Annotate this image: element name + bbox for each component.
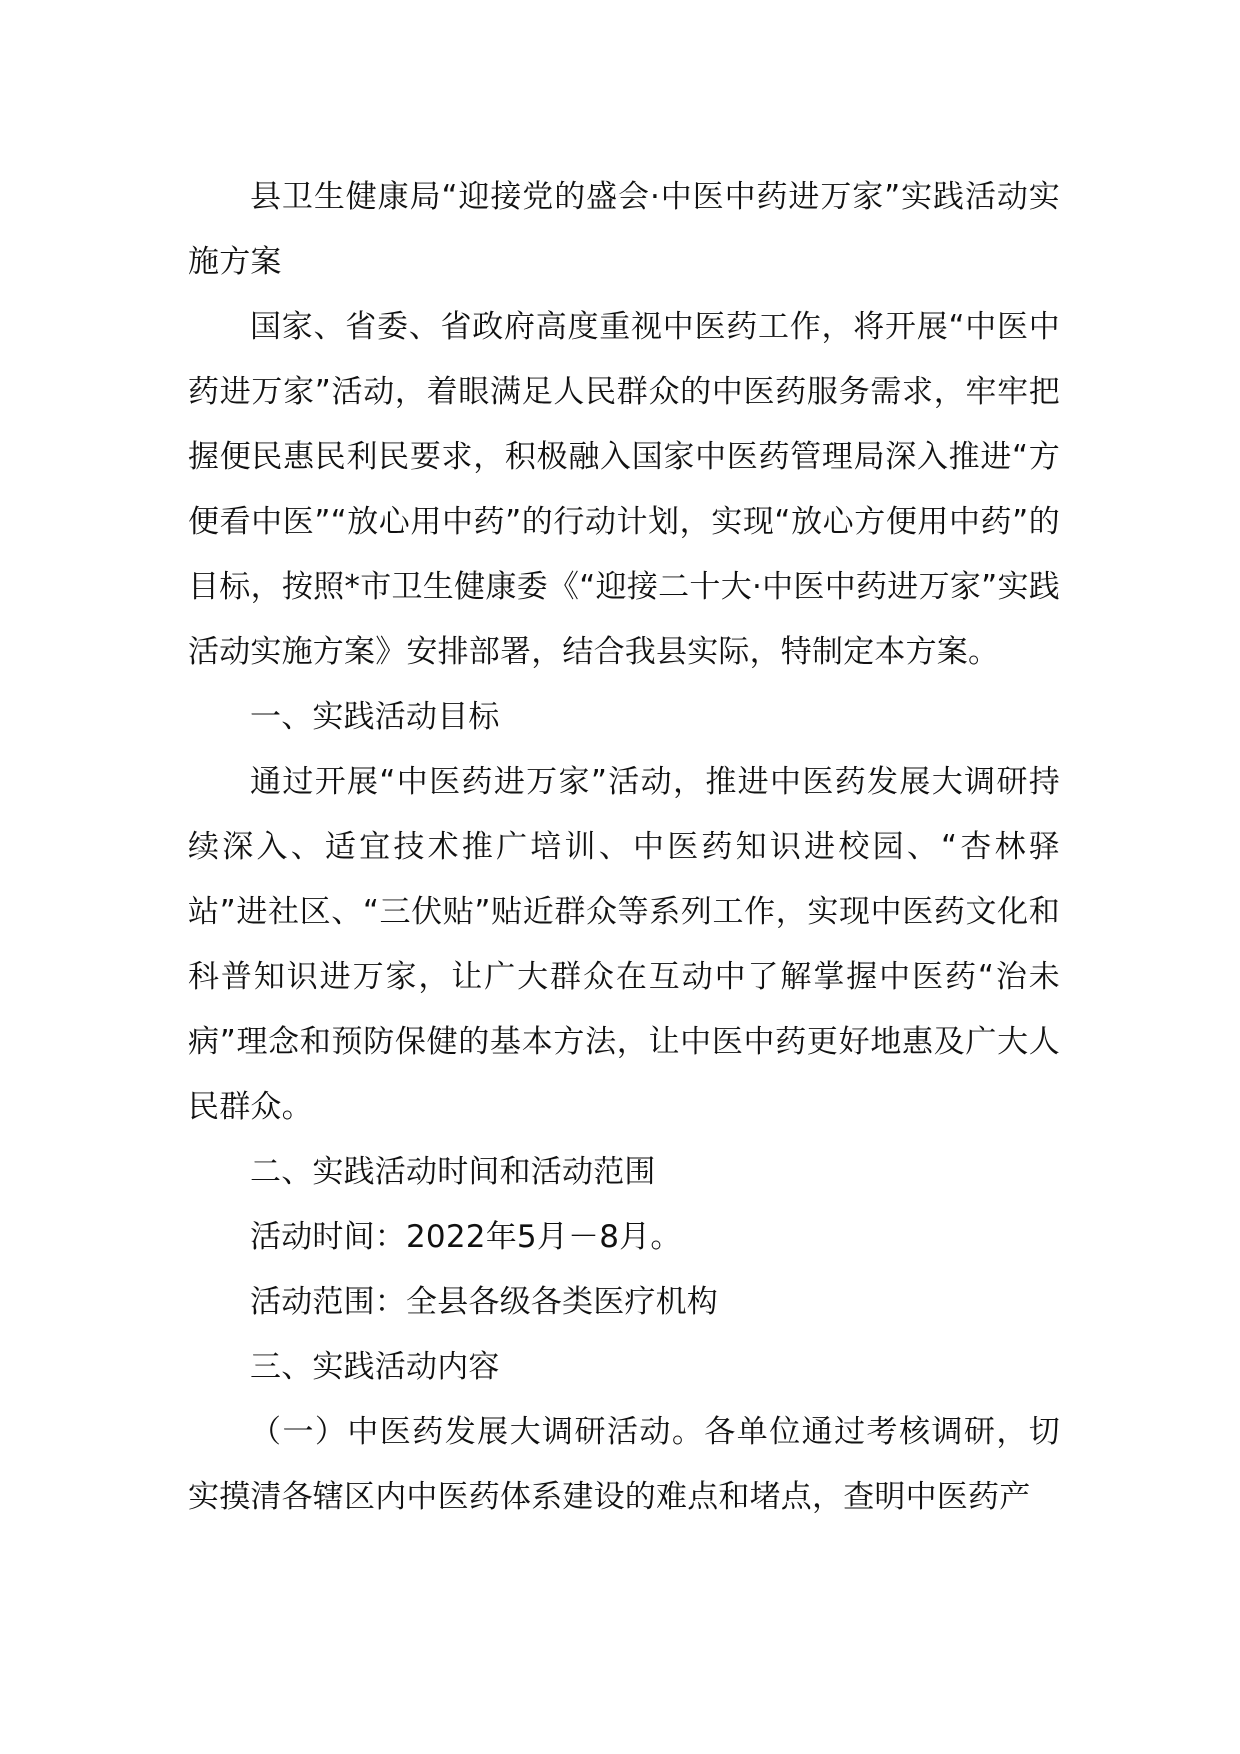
section-1-paragraph: 通过开展“中医药进万家”活动，推进中医药发展大调研持续深入、适宜技术推广培训、中医药知识进校园、“杏林驿站”进社区、“三伏贴”贴近群众等系列工作，实现中医药文化和科普知识进万家，让广大群众在互动中了解掌握中医药“治未病”理念和预防保健的基本方法，让中医中药更好地惠及广大人民群众。	[188, 764, 1060, 1125]
section-3-heading: 三、实践活动内容	[250, 1349, 500, 1385]
document-body	[188, 165, 1060, 1530]
activity-scope: 活动范围：全县各级各类医疗机构	[250, 1284, 718, 1320]
document-title: 县卫生健康局“迎接党的盛会·中医中药进万家”实践活动实施方案	[188, 179, 1060, 280]
section-3-item-1: （一）中医药发展大调研活动。各单位通过考核调研，切实摸清各辖区内中医药体系建设的难点和堵点，查明中医药产	[188, 1414, 1060, 1515]
activity-time: 活动时间：2022年5月－8月。	[250, 1219, 682, 1255]
section-2-heading: 二、实践活动时间和活动范围	[250, 1154, 656, 1190]
section-1-heading: 一、实践活动目标	[250, 699, 500, 735]
intro-paragraph: 国家、省委、省政府高度重视中医药工作，将开展“中医中药进万家”活动，着眼满足人民群众的中医药服务需求，牢牢把握便民惠民利民要求，积极融入国家中医药管理局深入推进“方便看中医”“放心用中药”的行动计划，实现“放心方便用中药”的目标，按照*市卫生健康委《“迎接二十大·中医中药进万家”实践活动实施方案》安排部署，结合我县实际，特制定本方案。	[188, 309, 1060, 670]
